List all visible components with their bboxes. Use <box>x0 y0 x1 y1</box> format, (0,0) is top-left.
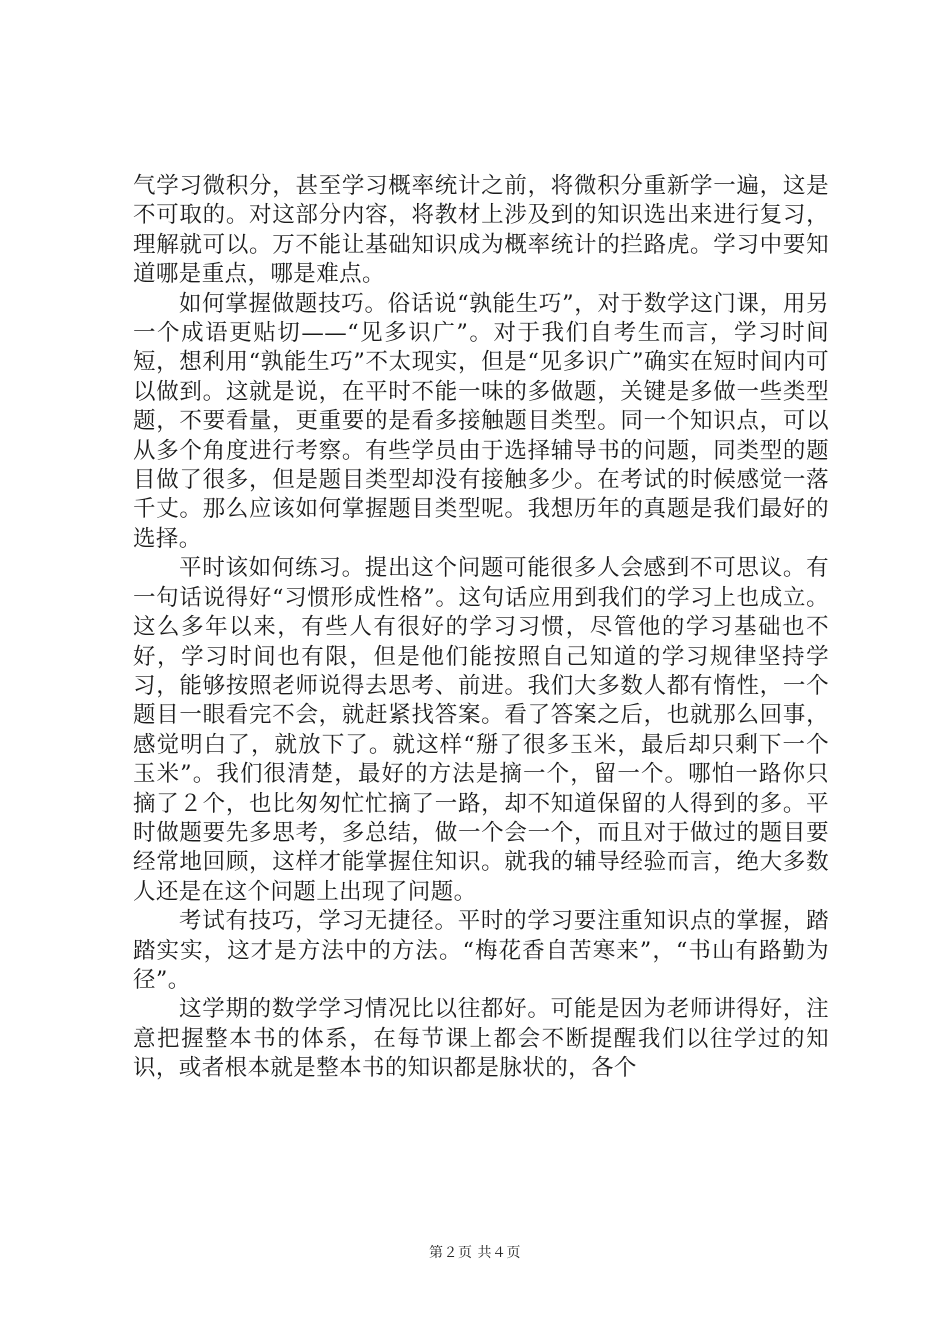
paragraph-problem-solving-skills: 如何掌握做题技巧。俗话说“孰能生巧”，对于数学这门课，用另一个成语更贴切——“见多识广”。对于我们自考生而言，学习时间短，想利用“孰能生巧”不太现实，但是“见多识广”确实在短时间内可以做到。这就是说，在平时不能一味的多做题，关键是多做一些类型题，不要看量，更重要的是看多接触题目类型。同一个知识点，可以从多个角度进行考察。有些学员由于选择辅导书的问题，同类型的题目做了很多，但是题目类型却没有接触多少。在考试的时候感觉一落千丈。那么应该如何掌握题目类型呢。我想历年的真题是我们最好的选择。 <box>133 290 829 552</box>
paragraph-practice-habits: 平时该如何练习。提出这个问题可能很多人会感到不可思议。有一句话说得好“习惯形成性格”。这句话应用到我们的学习上也成立。这么多年以来，有些人有很好的学习习惯，尽管他的学习基础也不好，学习时间也有限，但是他们能按照自己知道的学习规律坚持学习，能够按照老师说得去思考、前进。我们大多数人都有惰性，一个题目一眼看完不会，就赶紧找答案。看了答案之后，也就那么回事，感觉明白了，就放下了。就这样“掰了很多玉米，最后却只剩下一个玉米”。我们很清楚，最好的方法是摘一个，留一个。哪怕一路你只摘了２个，也比匆匆忙忙摘了一路，却不知道保留的人得到的多。平时做题要先多思考，多总结，做一个会一个，而且对于做过的题目要经常地回顾，这样才能掌握住知识。就我的辅导经验而言，绝大多数人还是在这个问题上出现了问题。 <box>133 555 829 905</box>
paragraph-exam-tips: 考试有技巧，学习无捷径。平时的学习要注重知识点的掌握，踏踏实实，这才是方法中的方法。“梅花香自苦寒来”，“书山有路勤为径”。 <box>133 908 829 993</box>
paragraph-continuation: 气学习微积分，甚至学习概率统计之前，将微积分重新学一遍，这是不可取的。对这部分内容，将教材上涉及到的知识选出来进行复习，理解就可以。万不能让基础知识成为概率统计的拦路虎。学习中要知道哪是重点，哪是难点。 <box>133 173 829 288</box>
document-body <box>133 172 829 1084</box>
paragraph-semester-summary: 这学期的数学学习情况比以往都好。可能是因为老师讲得好，注意把握整本书的体系，在每节课上都会不断提醒我们以往学过的知识，或者根本就是整本书的知识都是脉状的，各个 <box>133 996 829 1082</box>
page-number-footer: 第２页 共４页 <box>429 1245 521 1261</box>
